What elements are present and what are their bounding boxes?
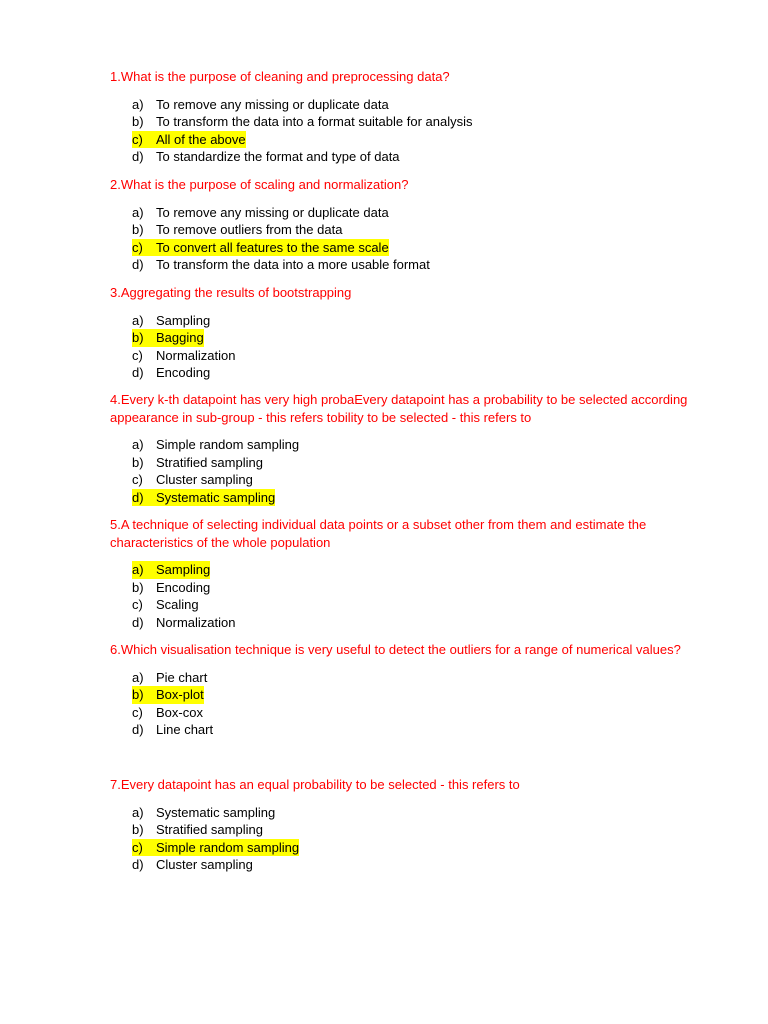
option-item: [132, 839, 710, 857]
option-highlight: [132, 312, 210, 330]
option-letter: c): [132, 704, 143, 720]
option-letter: a): [132, 804, 144, 820]
option-list: [132, 436, 710, 506]
option-list: [132, 204, 710, 274]
option-item: [132, 96, 710, 114]
option-item: [132, 804, 710, 822]
option-letter: d): [132, 857, 144, 873]
option-text: Systematic sampling: [156, 489, 276, 505]
option-highlight: [132, 669, 207, 687]
option-letter: c): [132, 472, 143, 488]
option-item: [132, 489, 710, 507]
option-item: [132, 148, 710, 166]
option-letter: d): [132, 149, 144, 165]
option-item: [132, 113, 710, 131]
option-highlight: [132, 579, 210, 597]
option-text: Encoding: [156, 579, 211, 595]
option-item: [132, 596, 710, 614]
option-highlight: [132, 364, 210, 382]
option-text: Simple random sampling: [156, 839, 300, 855]
option-letter: d): [132, 614, 144, 630]
option-letter: b): [132, 222, 144, 238]
option-item: [132, 131, 710, 149]
option-text: Sampling: [156, 312, 211, 328]
question-text: 7.Every datapoint has an equal probability to be selected - this refers to: [110, 777, 520, 792]
question-text: 6.Which visualisation technique is very useful to detect the outliers for a range of numerical values?: [110, 642, 681, 657]
option-letter: b): [132, 330, 144, 346]
option-highlight: [132, 471, 253, 489]
option-highlight: [132, 239, 389, 257]
option-list: [132, 561, 710, 631]
option-text: Normalization: [156, 347, 236, 363]
option-highlight: [132, 329, 204, 347]
option-item: [132, 561, 710, 579]
option-item: [132, 204, 710, 222]
option-text: Sampling: [156, 562, 211, 577]
option-text: Cluster sampling: [156, 857, 253, 873]
option-item: [132, 256, 710, 274]
option-item: [132, 579, 710, 597]
option-highlight: [132, 856, 253, 874]
question-block: [110, 776, 710, 874]
option-highlight: [132, 256, 430, 274]
option-text: Systematic sampling: [156, 804, 276, 820]
option-item: [132, 329, 710, 347]
option-text: All of the above: [156, 131, 246, 147]
option-item: [132, 669, 710, 687]
option-list: [132, 804, 710, 874]
option-text: To transform the data into a format suitable for analysis: [156, 114, 473, 130]
option-letter: c): [132, 597, 143, 613]
option-text: To transform the data into a more usable format: [156, 257, 430, 273]
option-highlight: [132, 614, 235, 632]
option-highlight: [132, 96, 389, 114]
option-item: [132, 856, 710, 874]
option-item: [132, 347, 710, 365]
question-block: [110, 391, 710, 506]
option-letter: c): [132, 347, 143, 363]
question-text: 5.A technique of selecting individual data points or a subset other from them and estimate the characteristics of the whole population: [110, 517, 647, 550]
option-letter: c): [132, 131, 143, 147]
option-text: Stratified sampling: [156, 454, 263, 470]
option-highlight: [132, 489, 275, 507]
question-text: 3.Aggregating the results of bootstrapping: [110, 285, 352, 300]
option-item: [132, 454, 710, 472]
option-list: [132, 312, 710, 382]
option-item: [132, 239, 710, 257]
option-highlight: [132, 821, 263, 839]
option-text: Simple random sampling: [156, 437, 300, 452]
option-text: Normalization: [156, 614, 236, 630]
option-letter: b): [132, 822, 144, 838]
option-item: [132, 821, 710, 839]
option-letter: d): [132, 365, 144, 381]
option-item: [132, 312, 710, 330]
option-letter: d): [132, 489, 144, 505]
question-block: [110, 176, 710, 274]
option-item: [132, 221, 710, 239]
option-highlight: [132, 596, 199, 614]
option-text: Box-cox: [156, 704, 203, 720]
option-list: [132, 96, 710, 166]
option-letter: b): [132, 454, 144, 470]
question-block: [110, 516, 710, 631]
option-text: Encoding: [156, 365, 211, 381]
option-highlight: [132, 686, 204, 704]
option-text: To remove any missing or duplicate data: [156, 96, 389, 112]
option-letter: c): [132, 839, 143, 855]
option-letter: d): [132, 722, 144, 738]
option-letter: a): [132, 204, 144, 220]
option-item: [132, 614, 710, 632]
option-letter: a): [132, 437, 144, 452]
option-text: Stratified sampling: [156, 822, 263, 838]
option-highlight: [132, 454, 263, 472]
question-text: 2.What is the purpose of scaling and normalization?: [110, 177, 409, 192]
question-block: [110, 641, 710, 739]
option-letter: b): [132, 687, 144, 703]
option-text: To remove outliers from the data: [156, 222, 343, 238]
option-text: Cluster sampling: [156, 472, 253, 488]
option-letter: a): [132, 562, 144, 577]
option-highlight: [132, 221, 342, 239]
option-highlight: [132, 113, 473, 131]
option-item: [132, 704, 710, 722]
option-text: Bagging: [156, 330, 204, 346]
option-highlight: [132, 561, 210, 579]
option-letter: d): [132, 257, 144, 273]
option-letter: a): [132, 669, 144, 685]
option-item: [132, 364, 710, 382]
option-text: Pie chart: [156, 669, 208, 685]
option-letter: b): [132, 114, 144, 130]
option-highlight: [132, 436, 299, 454]
option-text: To standardize the format and type of data: [156, 149, 400, 165]
option-highlight: [132, 347, 235, 365]
question-block: [110, 284, 710, 382]
option-letter: a): [132, 312, 144, 328]
option-highlight: [132, 721, 213, 739]
question-text: 4.Every k-th datapoint has very high probaEvery datapoint has a probability to be selected according appearance in sub-group - this refers tobility to be selected - this refers to: [110, 392, 688, 425]
question-text: 1.What is the purpose of cleaning and preprocessing data?: [110, 69, 450, 84]
option-letter: b): [132, 579, 144, 595]
option-highlight: [132, 804, 275, 822]
question-block: [110, 68, 710, 166]
option-letter: a): [132, 96, 144, 112]
option-highlight: [132, 839, 299, 857]
option-text: Line chart: [156, 722, 214, 738]
option-text: Scaling: [156, 597, 199, 613]
option-text: To convert all features to the same scale: [156, 239, 389, 255]
option-highlight: [132, 131, 246, 149]
option-text: Box-plot: [156, 687, 204, 703]
option-item: [132, 721, 710, 739]
option-item: [132, 471, 710, 489]
option-highlight: [132, 204, 389, 222]
option-letter: c): [132, 239, 143, 255]
option-highlight: [132, 148, 400, 166]
option-list: [132, 669, 710, 739]
option-item: [132, 436, 710, 454]
option-text: To remove any missing or duplicate data: [156, 204, 389, 220]
option-item: [132, 686, 710, 704]
option-highlight: [132, 704, 203, 722]
